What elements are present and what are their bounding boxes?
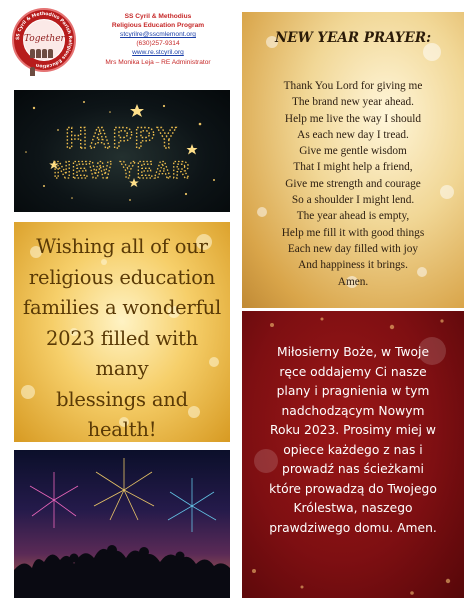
greeting-card	[14, 222, 230, 442]
logo-center	[23, 19, 65, 61]
new-year-prayer-card	[242, 12, 464, 308]
prayer-line: Each new day filled with joy	[287, 242, 419, 255]
polish-line: prowadź nas ścieżkami	[282, 462, 424, 476]
prayer-line: The year ahead is empty,	[296, 210, 410, 223]
prayer-line: As each new day I tread.	[297, 128, 409, 141]
polish-line: plany i pragnienia w tym	[276, 384, 430, 398]
email-link[interactable]: stcyrilre@sscmlemont.org	[120, 31, 196, 38]
prayer-line: Amen.	[337, 275, 369, 288]
prayer-line: Help me live the way I should	[284, 112, 422, 125]
prayer-line: That I might help a friend,	[293, 161, 413, 174]
logo-family-figures	[30, 45, 58, 55]
phone-number: (630)257-9314	[136, 40, 180, 47]
greeting-line: Wishing all of our	[36, 235, 208, 258]
polish-line: Królestwa, naszego	[293, 501, 413, 515]
program-name-line1: SS Cyril & Methodius	[124, 13, 192, 20]
greeting-line: families a wonderful	[23, 296, 221, 319]
polish-line: nadchodzącym Nowym	[281, 403, 425, 418]
greeting-line: religious education	[28, 265, 216, 289]
prayer-line: Give me gentle wisdom	[299, 145, 407, 158]
prayer-line: The brand new year ahead.	[291, 96, 414, 109]
parish-logo	[12, 8, 76, 72]
fireworks-image	[14, 450, 230, 598]
polish-line: opiece każdego z nas i	[283, 442, 423, 457]
greeting-line: blessings and health!	[56, 387, 188, 441]
polish-line: które prowadzą do Twojego	[269, 481, 437, 496]
polish-line: Miłosierny Boże, w Twoje	[276, 345, 430, 359]
prayer-text	[242, 78, 464, 290]
greeting-message	[22, 232, 222, 442]
polish-line: Roku 2023. Prosimy miej w	[270, 423, 436, 437]
prayer-line: Help me fill it with good things	[281, 226, 425, 239]
polish-line: ręce oddajemy Ci nasze	[279, 364, 427, 379]
happy-new-year-image	[14, 90, 230, 212]
prayer-line: So a shoulder I might lend.	[291, 194, 415, 207]
prayer-line: And happiness it brings.	[298, 259, 408, 272]
hny-new-year-text: NEW YEAR	[53, 157, 191, 184]
polish-line: prawdziwego domu. Amen.	[269, 520, 437, 535]
hny-happy-text: HAPPY	[65, 122, 179, 155]
prayer-title: NEW YEAR PRAYER:	[274, 30, 432, 46]
polish-prayer-card	[242, 311, 464, 598]
polish-prayer-text	[252, 343, 454, 538]
program-name-line2: Religious Education Program	[111, 22, 205, 29]
logo-word: Together	[24, 34, 65, 44]
website-link[interactable]: www.re.stcyril.org	[132, 49, 184, 56]
contact-block	[78, 12, 238, 67]
greeting-line: 2023 filled with many	[45, 326, 199, 380]
administrator-line: Mrs Monika Leja – RE Administrator	[105, 59, 211, 66]
svg-text:SS Cyril & Methodius Parish Re: SS Cyril & Methodius Parish Religious Education	[15, 11, 73, 69]
prayer-line: Thank You Lord for giving me	[283, 80, 423, 92]
prayer-line: Give me strength and courage	[285, 177, 421, 190]
